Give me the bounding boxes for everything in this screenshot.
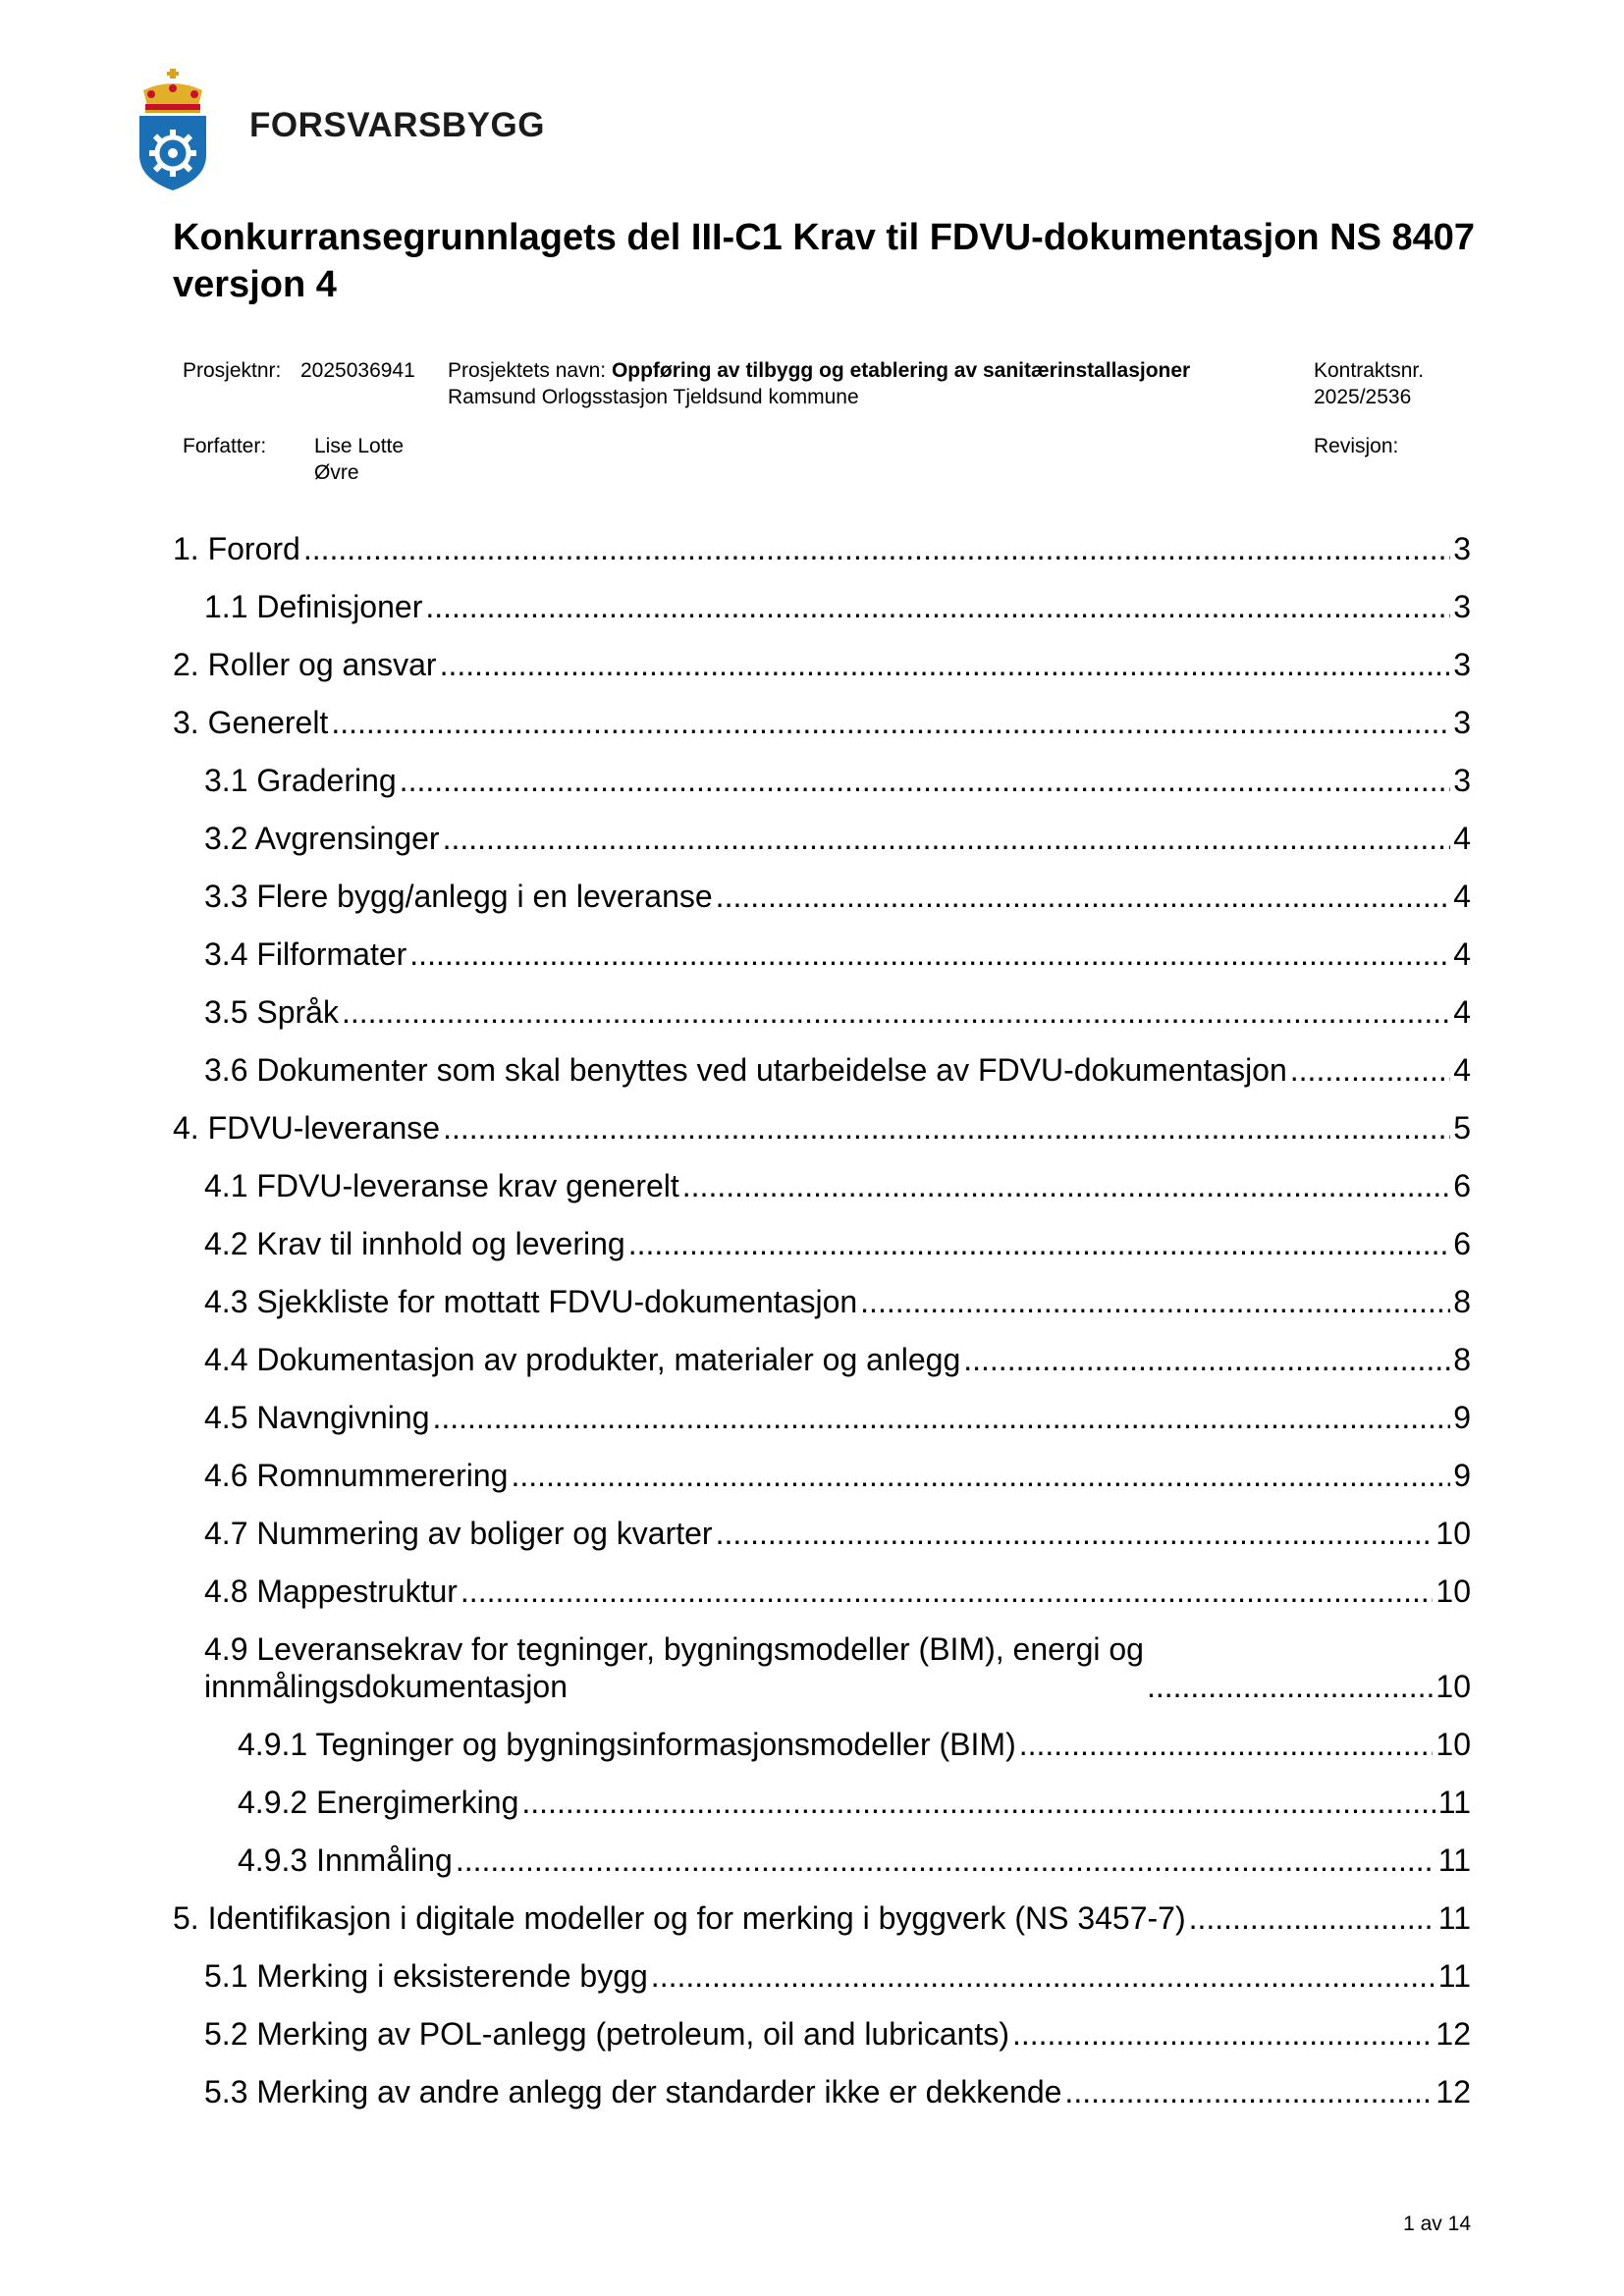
toc-page-number: 6 xyxy=(1453,1226,1471,1261)
toc-entry-text: 5.1 Merking i eksisterende bygg xyxy=(204,1958,648,1994)
project-name-line xyxy=(448,357,1190,384)
org-name: FORSVARSBYGG xyxy=(249,106,545,144)
toc-page-number: 10 xyxy=(1435,1669,1471,1704)
toc-entry[interactable] xyxy=(173,1515,1471,1552)
toc-entry[interactable] xyxy=(173,1167,1471,1204)
toc-entry-text: 4.9.1 Tegninger og bygningsinformasjonsmodeller (BIM) xyxy=(238,1727,1016,1762)
author-name-line2: Øvre xyxy=(314,461,359,484)
toc-page-number: 10 xyxy=(1435,1727,1471,1762)
toc-entry-text: 2. Roller og ansvar xyxy=(173,647,437,682)
toc-entry[interactable] xyxy=(173,1726,1471,1763)
document-title: Konkurransegrunnlagets del III-C1 Krav til FDVU-dokumentasjon NS 8407 versjon 4 xyxy=(173,217,1476,305)
toc-entry[interactable] xyxy=(173,1051,1471,1089)
toc-entry-text: 4.4 Dokumentasjon av produkter, materialer og anlegg xyxy=(204,1342,961,1377)
toc-page-number: 4 xyxy=(1453,936,1471,972)
toc-entry[interactable] xyxy=(173,588,1471,625)
author-label: Forfatter: xyxy=(183,435,267,457)
toc-leader-dots xyxy=(443,820,1451,857)
forsvarsbygg-logo xyxy=(137,69,208,191)
toc-entry-text xyxy=(204,1630,1144,1705)
toc-entry[interactable] xyxy=(173,993,1471,1031)
contract-label: Kontraktsnr. xyxy=(1314,359,1425,382)
toc-page-number: 12 xyxy=(1435,2074,1471,2109)
toc-leader-dots xyxy=(1064,2073,1433,2110)
crown-icon xyxy=(143,69,202,113)
toc-page-number: 4 xyxy=(1453,879,1471,914)
project-name-label: Prosjektets navn: xyxy=(448,359,607,382)
toc-page-number: 4 xyxy=(1453,994,1471,1030)
toc-entry[interactable] xyxy=(173,1457,1471,1494)
toc-page-number: 4 xyxy=(1453,821,1471,856)
toc-leader-dots xyxy=(628,1225,1451,1262)
toc-page-number: 4 xyxy=(1453,1052,1471,1088)
toc-entry[interactable] xyxy=(173,1630,1471,1705)
toc-page-number: 9 xyxy=(1453,1400,1471,1435)
toc-entry-text: 3.4 Filformater xyxy=(204,936,407,972)
toc-entry[interactable] xyxy=(173,646,1471,683)
toc-entry-text: 4.2 Krav til innhold og levering xyxy=(204,1226,625,1261)
toc-entry[interactable] xyxy=(173,1573,1471,1610)
toc-entry[interactable] xyxy=(173,2015,1471,2053)
project-location: Ramsund Orlogsstasjon Tjeldsund kommune xyxy=(448,386,859,408)
toc-entry-text-line2: innmålingsdokumentasjon xyxy=(204,1669,568,1704)
toc-entry[interactable] xyxy=(173,1109,1471,1147)
toc-page-number: 10 xyxy=(1435,1574,1471,1609)
toc-leader-dots xyxy=(342,993,1450,1031)
toc-leader-dots xyxy=(432,1399,1450,1436)
toc-page-number: 6 xyxy=(1453,1168,1471,1203)
toc-leader-dots xyxy=(1012,2015,1433,2053)
toc-entry[interactable] xyxy=(173,1341,1471,1378)
toc-entry[interactable] xyxy=(173,1399,1471,1436)
toc-entry-text: 3.1 Gradering xyxy=(204,763,397,798)
toc-page-number: 11 xyxy=(1437,1785,1471,1820)
toc-page-number: 10 xyxy=(1435,1516,1471,1551)
toc-page-number: 3 xyxy=(1453,763,1471,798)
toc-page-number: 11 xyxy=(1437,1958,1471,1994)
toc-entry-text: 3.6 Dokumenter som skal benyttes ved utarbeidelse av FDVU-dokumentasjon xyxy=(204,1052,1287,1088)
toc-leader-dots xyxy=(521,1784,1435,1821)
toc-entry[interactable] xyxy=(173,1283,1471,1320)
toc-entry-text: 1. Forord xyxy=(173,531,300,566)
toc-entry[interactable] xyxy=(173,1225,1471,1262)
toc-page-number: 3 xyxy=(1453,647,1471,682)
toc-entry-text: 4.1 FDVU-leveranse krav generelt xyxy=(204,1168,679,1203)
project-no-label: Prosjektnr: xyxy=(183,359,282,382)
toc-entry[interactable] xyxy=(173,878,1471,915)
toc-entry-text: 5. Identifikasjon i digitale modeller og for merking i byggverk (NS 3457-7) xyxy=(173,1900,1186,1936)
toc-entry-text: 5.3 Merking av andre anlegg der standarder ikke er dekkende xyxy=(204,2074,1062,2109)
toc-page-number: 8 xyxy=(1453,1284,1471,1319)
toc-leader-dots xyxy=(456,1842,1435,1879)
toc-leader-dots xyxy=(860,1283,1450,1320)
project-name: Oppføring av tilbygg og etablering av sanitærinstallasjoner xyxy=(611,359,1191,382)
toc-entry[interactable] xyxy=(173,704,1471,741)
toc-entry-text-line1: 4.9 Leveransekrav for tegninger, bygningsmodeller (BIM), energi og xyxy=(204,1631,1144,1667)
toc-entry-text: 1.1 Definisjoner xyxy=(204,589,423,624)
toc-entry-text: 5.2 Merking av POL-anlegg (petroleum, oil and lubricants) xyxy=(204,2016,1009,2052)
toc-entry[interactable] xyxy=(173,935,1471,973)
toc-entry-text: 4. FDVU-leveranse xyxy=(173,1110,441,1146)
toc-leader-dots xyxy=(963,1341,1450,1378)
revision-label: Revisjon: xyxy=(1314,435,1399,457)
toc-page-number: 3 xyxy=(1453,589,1471,624)
toc-page-number: 5 xyxy=(1453,1110,1471,1146)
toc-page-number: 3 xyxy=(1453,705,1471,740)
toc-entry[interactable] xyxy=(173,1784,1471,1821)
toc-page-number: 12 xyxy=(1435,2016,1471,2052)
toc-entry[interactable] xyxy=(173,762,1471,799)
toc-leader-dots xyxy=(511,1457,1450,1494)
toc-entry-text: 4.5 Navngivning xyxy=(204,1400,430,1435)
toc-entry[interactable] xyxy=(173,2073,1471,2110)
toc-page-number: 11 xyxy=(1437,1900,1471,1936)
toc-leader-dots xyxy=(440,646,1451,683)
toc-leader-dots xyxy=(1019,1726,1434,1763)
project-no: 2025036941 xyxy=(300,359,415,382)
toc-leader-dots xyxy=(1147,1668,1433,1705)
toc-leader-dots xyxy=(682,1167,1450,1204)
toc-leader-dots xyxy=(716,1515,1434,1552)
toc-leader-dots xyxy=(651,1957,1435,1995)
toc-leader-dots xyxy=(400,762,1451,799)
toc-leader-dots xyxy=(460,1573,1434,1610)
toc-entry-text: 4.7 Nummering av boliger og kvarter xyxy=(204,1516,713,1551)
contract-no: 2025/2536 xyxy=(1314,386,1412,408)
toc-entry-text: 3.2 Avgrensinger xyxy=(204,821,440,856)
toc-entry[interactable] xyxy=(173,530,1471,567)
toc-entry[interactable] xyxy=(173,820,1471,857)
shield-icon xyxy=(139,116,206,190)
toc-entry-text: 4.9.3 Innmåling xyxy=(238,1842,453,1878)
toc-page-number: 11 xyxy=(1437,1842,1471,1878)
toc-leader-dots xyxy=(331,704,1450,741)
toc-entry[interactable] xyxy=(173,1842,1471,1879)
toc-entry-text: 4.9.2 Energimerking xyxy=(238,1785,519,1820)
toc-page-number: 8 xyxy=(1453,1342,1471,1377)
toc-entry-text: 3. Generelt xyxy=(173,705,329,740)
toc-leader-dots xyxy=(443,1109,1450,1147)
toc-entry-text: 3.3 Flere bygg/anlegg i en leveranse xyxy=(204,879,713,914)
toc-leader-dots xyxy=(303,530,1450,567)
toc-leader-dots xyxy=(1290,1051,1450,1089)
toc-leader-dots xyxy=(409,935,1450,973)
toc-leader-dots xyxy=(716,878,1451,915)
author-name-line1: Lise Lotte xyxy=(314,435,405,457)
toc-entry[interactable] xyxy=(173,1899,1471,1937)
toc-entry-text: 4.8 Mappestruktur xyxy=(204,1574,458,1609)
toc-page-number: 9 xyxy=(1453,1458,1471,1493)
toc-page-number: 3 xyxy=(1453,531,1471,566)
toc-entry-text: 4.6 Romnummerering xyxy=(204,1458,509,1493)
toc-leader-dots xyxy=(425,588,1450,625)
toc-entry-text: 4.3 Sjekkliste for mottatt FDVU-dokumentasjon xyxy=(204,1284,858,1319)
table-of-contents xyxy=(173,530,1471,2131)
toc-entry[interactable] xyxy=(173,1957,1471,1995)
toc-entry-text: 3.5 Språk xyxy=(204,994,339,1030)
page-indicator: 1 av 14 xyxy=(1403,2213,1471,2235)
toc-leader-dots xyxy=(1189,1899,1435,1937)
